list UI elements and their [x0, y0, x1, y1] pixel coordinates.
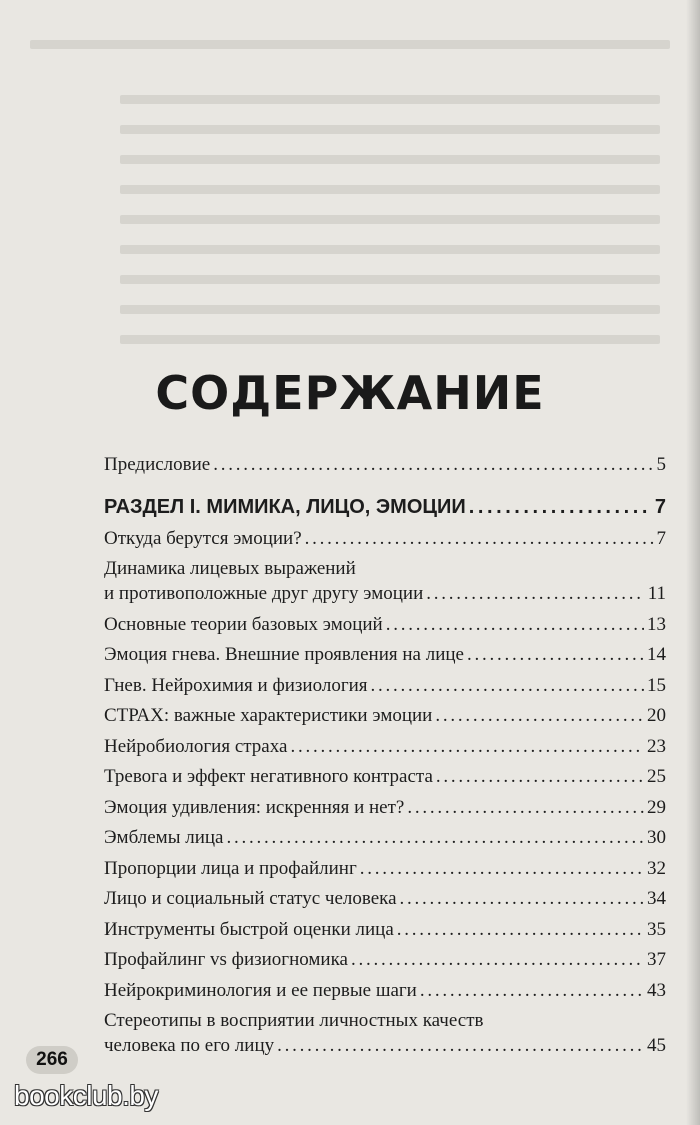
leader-dots: [213, 452, 653, 477]
toc-entry: [104, 1033, 666, 1058]
toc-entry: [104, 703, 666, 728]
leader-dots: [397, 917, 644, 942]
toc-entry-title: Эмблемы лица: [104, 827, 224, 848]
toc-page-number: 29: [647, 796, 666, 818]
leader-dots: [360, 856, 644, 881]
toc-page-number: 11: [647, 583, 666, 604]
toc-entry: [104, 947, 666, 972]
toc-entry-title: Эмоция удивления: искренняя и нет?: [104, 796, 405, 818]
toc-page-number: 7: [656, 527, 666, 549]
toc-page-number: 7: [654, 496, 666, 518]
toc-page-number: 15: [647, 674, 666, 696]
toc-entry-title: СТРАХ: важные характеристики эмоции: [104, 705, 433, 726]
leader-dots: [277, 1033, 644, 1058]
toc-entry: [104, 612, 666, 637]
toc-page-number: 32: [647, 857, 666, 879]
toc-entry-title: Основные теории базовых эмоций: [104, 613, 383, 635]
leader-dots: [351, 947, 644, 972]
toc-entry-title: Эмоция гнева. Внешние проявления на лице: [104, 644, 464, 665]
leader-dots: [469, 495, 652, 520]
toc-page-number: 13: [647, 613, 666, 635]
toc-entry: [104, 581, 666, 606]
toc-entry: [104, 673, 666, 698]
page-number-badge: 266: [26, 1046, 78, 1074]
page-title: СОДЕРЖАНИЕ: [155, 366, 545, 420]
leader-dots: [435, 703, 644, 728]
toc-entry-title: Инструменты быстрой оценки лица: [104, 918, 394, 940]
toc-entry-preface: [104, 452, 666, 477]
toc-entry-title: Откуда берутся эмоции?: [104, 527, 302, 549]
watermark: bookclub.by: [14, 1080, 158, 1111]
toc-page-number: 23: [647, 735, 666, 757]
toc-page-number: 45: [647, 1035, 666, 1056]
bleed-through-text: [0, 0, 700, 360]
leader-dots: [400, 886, 644, 911]
table-of-contents: [104, 452, 666, 1064]
toc-entry: [104, 642, 666, 667]
toc-entry-title: Пропорции лица и профайлинг: [104, 857, 357, 879]
toc-entry: [104, 795, 666, 820]
toc-page-number: 14: [647, 644, 666, 665]
toc-section-heading: [104, 495, 666, 520]
toc-entry: [104, 825, 666, 850]
toc-page-number: 35: [647, 918, 666, 940]
toc-entry: [104, 764, 666, 789]
toc-entry: [104, 734, 666, 759]
toc-entry: [104, 978, 666, 1003]
leader-dots: [467, 642, 644, 667]
leader-dots: [420, 978, 644, 1003]
toc-entry: [104, 917, 666, 942]
toc-page-number: 25: [647, 766, 666, 787]
leader-dots: [226, 825, 644, 850]
toc-entry-title: РАЗДЕЛ I. МИМИКА, ЛИЦО, ЭМОЦИИ: [104, 496, 466, 518]
toc-page-number: 20: [647, 705, 666, 726]
toc-entry: [104, 856, 666, 881]
toc-entry-title: Гнев. Нейрохимия и физиология: [104, 674, 368, 696]
toc-entry-title: Тревога и эффект негативного контраста: [104, 766, 433, 787]
toc-page-number: 30: [647, 827, 666, 848]
toc-entry-title: и противоположные друг другу эмоции: [104, 583, 424, 604]
toc-page-number: 5: [656, 454, 666, 475]
toc-entry-title: человека по его лицу: [104, 1035, 275, 1056]
toc-entry-title: Профайлинг vs физиогномика: [104, 949, 348, 970]
toc-page-number: 43: [647, 979, 666, 1001]
toc-page-number: 37: [647, 949, 666, 970]
leader-dots: [305, 526, 654, 551]
toc-entry-title-line1: Стереотипы в восприятии личностных качеств: [104, 1010, 484, 1031]
toc-entry-title: Нейробиология страха: [104, 735, 288, 757]
toc-entry-title-line1: Динамика лицевых выражений: [104, 558, 356, 579]
toc-entry-title: Предисловие: [104, 454, 211, 475]
page-edge-shadow: [686, 0, 700, 1125]
leader-dots: [290, 734, 644, 759]
toc-entry: [104, 886, 666, 911]
leader-dots: [436, 764, 644, 789]
toc-entry-title: Нейрокриминология и ее первые шаги: [104, 979, 417, 1001]
toc-page-number: 34: [647, 888, 666, 909]
leader-dots: [426, 581, 644, 606]
leader-dots: [386, 612, 644, 637]
leader-dots: [407, 795, 644, 820]
toc-entry: [104, 526, 666, 551]
toc-entry-title: Лицо и социальный статус человека: [104, 888, 397, 909]
leader-dots: [371, 673, 644, 698]
